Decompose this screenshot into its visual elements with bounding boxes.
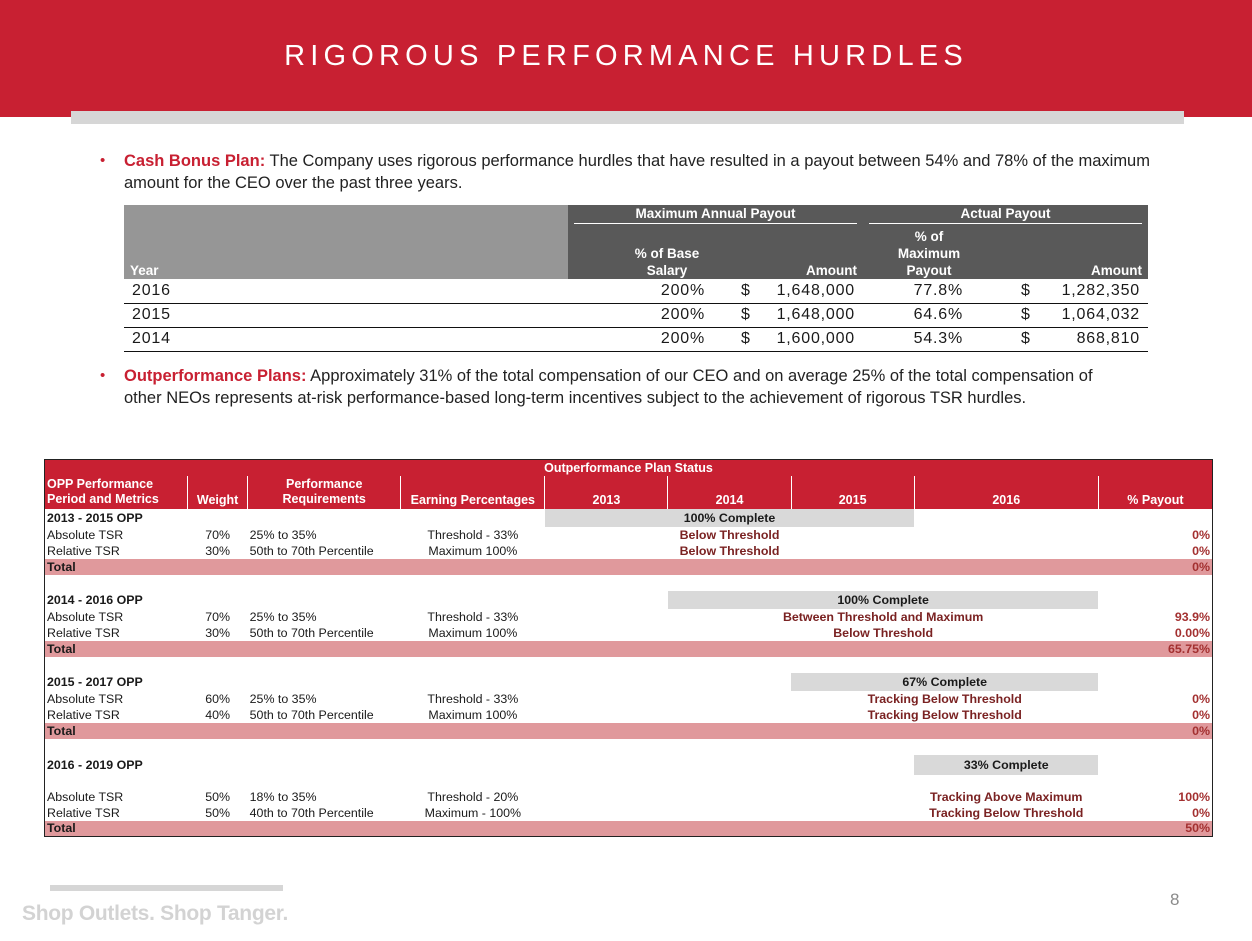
col-period: OPP Performance Period and Metrics (45, 476, 188, 509)
table-row (124, 327, 1148, 351)
cell-status: Between Threshold and Maximum (782, 609, 984, 624)
cell-earning: Threshold - 33% (427, 609, 519, 624)
cell-requirement: 18% to 35% (249, 789, 317, 804)
cell-requirement: 25% to 35% (249, 691, 317, 706)
col-weight: Weight (188, 476, 248, 509)
bullet-text: The Company uses rigorous performance hurdles that have resulted in a payout between 54% and 78% of the maximum amount for the CEO over the past three years. (124, 152, 1150, 192)
total-row (45, 559, 1213, 575)
cell-weight: 50% (205, 805, 231, 820)
bullet-cash-bonus (100, 150, 1164, 194)
cell-earning: Threshold - 33% (427, 527, 519, 542)
plan-name: 2016 - 2019 OPP (47, 757, 143, 772)
cell-weight: 60% (205, 691, 231, 706)
cell-status: Tracking Above Maximum (930, 789, 1083, 804)
cell-earning: Maximum 100% (428, 625, 518, 640)
cell-requirement: 50th to 70th Percentile (249, 625, 374, 640)
cell-actual: $ 1,064,032 (983, 303, 1148, 327)
total-label: Total (45, 641, 1099, 657)
cell-pct-max: 64.6% (863, 303, 983, 327)
cell-payout: 0% (1192, 691, 1210, 706)
col-2014: 2014 (668, 476, 791, 509)
plan-name: 2015 - 2017 OPP (47, 674, 143, 689)
cell-metric: Relative TSR (47, 543, 120, 558)
cell-amount: $ 1,648,000 (713, 303, 863, 327)
bullet-dot-icon: • (100, 367, 106, 384)
header-group-actual: Actual Payout (863, 205, 1148, 224)
table-row (45, 789, 1213, 805)
table-row (124, 303, 1148, 327)
table-row (124, 279, 1148, 303)
bullet-label: Cash Bonus Plan: (124, 152, 266, 170)
col-earning: Earning Percentages (401, 476, 545, 509)
footer-tagline: Shop Outlets. Shop Tanger. (22, 902, 288, 925)
col-requirements: Performance Requirements (248, 476, 401, 509)
opp-plan-header (45, 591, 1213, 609)
total-payout: 0% (1098, 723, 1212, 739)
status-badge: 67% Complete (791, 673, 1098, 691)
plan-name: 2014 - 2016 OPP (47, 592, 143, 607)
cell-payout: 93.9% (1174, 609, 1210, 624)
cell-requirement: 40th to 70th Percentile (249, 805, 374, 820)
cell-weight: 30% (205, 625, 231, 640)
total-label: Total (45, 559, 1099, 575)
cell-requirement: 25% to 35% (249, 609, 317, 624)
col-pct-base: % of Base Salary (568, 224, 713, 279)
cell-status: Below Threshold (833, 625, 934, 640)
cell-actual: $ 868,810 (983, 327, 1148, 351)
bullet-label: Outperformance Plans: (124, 367, 307, 385)
cell-weight: 30% (205, 543, 231, 558)
cell-weight: 70% (205, 527, 231, 542)
col-2016: 2016 (914, 476, 1098, 509)
total-row (45, 641, 1213, 657)
col-2015: 2015 (791, 476, 914, 509)
cell-actual: $ 1,282,350 (983, 279, 1148, 303)
plan-name: 2013 - 2015 OPP (47, 510, 143, 525)
cell-status: Below Threshold (679, 527, 780, 542)
cell-payout: 0% (1192, 527, 1210, 542)
cell-status: Tracking Below Threshold (867, 691, 1022, 706)
table-row (45, 805, 1213, 821)
total-row (45, 723, 1213, 739)
cell-metric: Relative TSR (47, 625, 120, 640)
cell-earning: Maximum - 100% (424, 805, 522, 820)
opp-plan-header (45, 673, 1213, 691)
opp-plan-header (45, 509, 1213, 527)
cell-requirement: 50th to 70th Percentile (249, 543, 374, 558)
opp-status-table (44, 459, 1213, 837)
cell-status: Tracking Below Threshold (867, 707, 1022, 722)
col-amount-actual: Amount (983, 224, 1148, 279)
cell-payout: 0% (1192, 707, 1210, 722)
table-row (45, 625, 1213, 641)
cell-year: 2015 (124, 303, 568, 327)
cell-metric: Absolute TSR (47, 527, 124, 542)
status-badge: 100% Complete (545, 509, 914, 527)
bullet-outperformance (100, 365, 1114, 409)
cell-pct-max: 77.8% (863, 279, 983, 303)
total-row (45, 821, 1213, 837)
cell-weight: 70% (205, 609, 231, 624)
cell-weight: 50% (205, 789, 231, 804)
cell-payout: 100% (1178, 789, 1210, 804)
cell-earning: Threshold - 20% (427, 789, 519, 804)
cell-requirement: 50th to 70th Percentile (249, 707, 374, 722)
bullet-dot-icon: • (100, 152, 106, 169)
page-number: 8 (1170, 890, 1180, 909)
status-badge: 33% Complete (914, 755, 1098, 775)
cell-metric: Absolute TSR (47, 789, 124, 804)
total-label: Total (45, 723, 1099, 739)
cell-amount: $ 1,648,000 (713, 279, 863, 303)
table-row (45, 707, 1213, 723)
table-row (45, 527, 1213, 543)
table-row (45, 691, 1213, 707)
cell-status: Tracking Below Threshold (929, 805, 1084, 820)
cell-earning: Maximum 100% (428, 707, 518, 722)
cash-bonus-table (124, 205, 1148, 352)
cell-metric: Absolute TSR (47, 691, 124, 706)
cell-earning: Threshold - 33% (427, 691, 519, 706)
cell-metric: Absolute TSR (47, 609, 124, 624)
title-banner (0, 0, 1252, 117)
cell-payout: 0% (1192, 805, 1210, 820)
cell-amount: $ 1,600,000 (713, 327, 863, 351)
col-2013: 2013 (545, 476, 668, 509)
total-payout: 50% (1098, 821, 1212, 837)
total-label: Total (45, 821, 1099, 837)
header-group-max: Maximum Annual Payout (568, 205, 863, 224)
title-underline-bar (71, 111, 1184, 124)
cell-payout: 0.00% (1174, 625, 1210, 640)
total-payout: 65.75% (1098, 641, 1212, 657)
cell-weight: 40% (205, 707, 231, 722)
col-payout: % Payout (1098, 476, 1212, 509)
total-payout: 0% (1098, 559, 1212, 575)
cell-pct-base: 200% (568, 279, 713, 303)
cell-earning: Maximum 100% (428, 543, 518, 558)
status-badge: 100% Complete (668, 591, 1098, 609)
cell-pct-base: 200% (568, 327, 713, 351)
bullet-text: Approximately 31% of the total compensation of our CEO and on average 25% of the total compensation of other NEOs represents at-risk performance-based long-term incentives subject to the achievement of rigorous TSR hurdles. (124, 367, 1093, 407)
cell-payout: 0% (1192, 543, 1210, 558)
table-row (45, 543, 1213, 559)
cell-pct-base: 200% (568, 303, 713, 327)
cell-pct-max: 54.3% (863, 327, 983, 351)
col-year: Year (124, 224, 568, 279)
cell-requirement: 25% to 35% (249, 527, 317, 542)
cell-status: Below Threshold (679, 543, 780, 558)
opp-table-title: Outperformance Plan Status (45, 460, 1213, 476)
table-row (45, 609, 1213, 625)
col-pct-max: % of Maximum Payout (863, 224, 983, 279)
table-header-blank (124, 205, 568, 224)
cell-metric: Relative TSR (47, 707, 120, 722)
col-amount: Amount (713, 224, 863, 279)
page-title: RIGOROUS PERFORMANCE HURDLES (284, 40, 968, 72)
cell-year: 2014 (124, 327, 568, 351)
cell-metric: Relative TSR (47, 805, 120, 820)
cell-year: 2016 (124, 279, 568, 303)
footer-divider (50, 885, 283, 891)
opp-plan-header (45, 755, 1213, 775)
